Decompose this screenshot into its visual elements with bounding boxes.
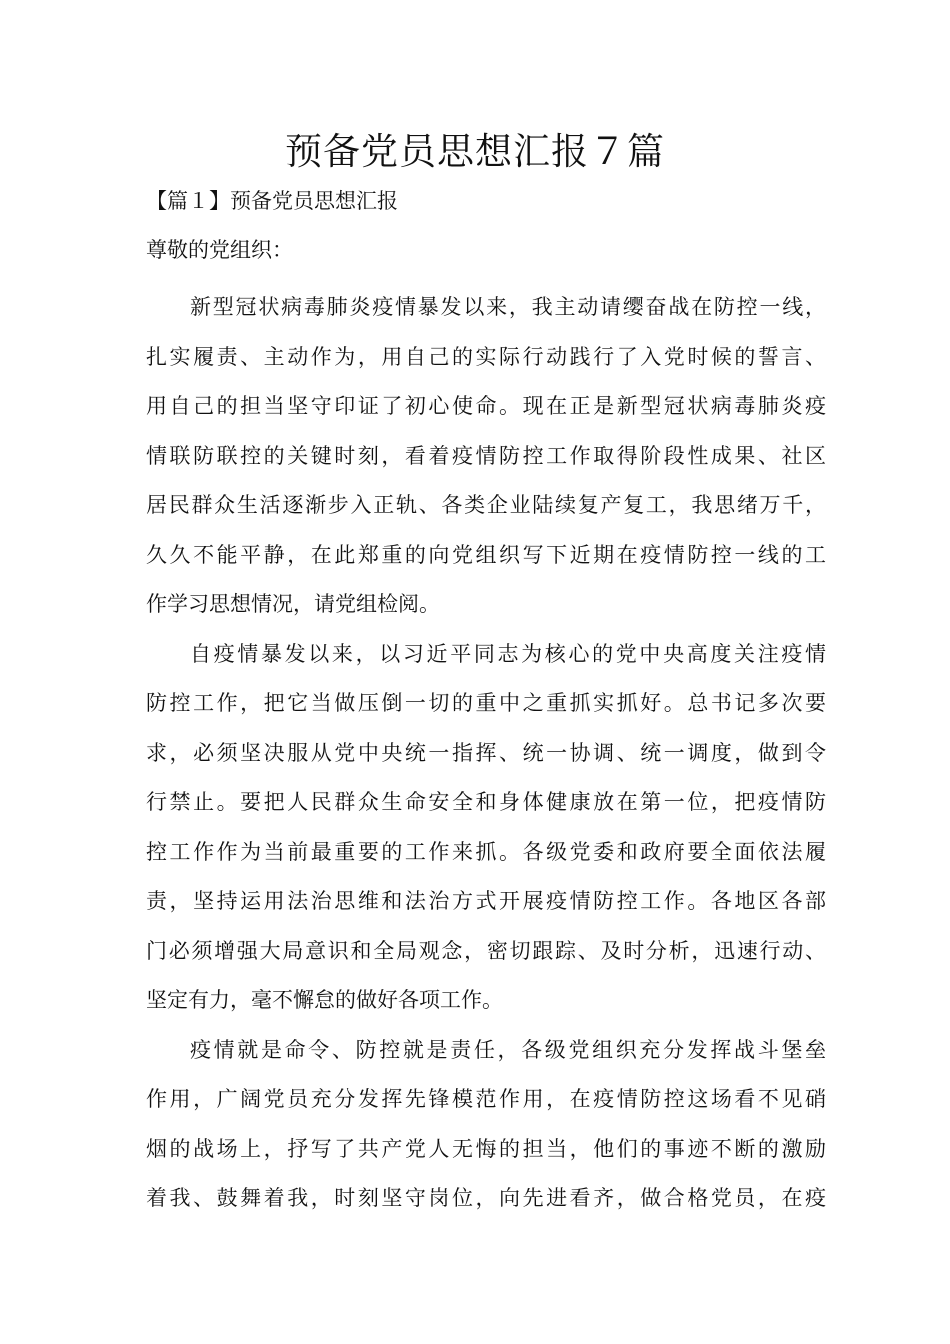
text-line: 作用，广阔党员充分发挥先锋模范作用，在疫情防控这场看不见硝 [146, 1087, 826, 1111]
text-line: 责，坚持运用法治思维和法治方式开展疫情防控工作。各地区各部 [146, 889, 826, 913]
salutation: 尊敬的党组织： [146, 238, 293, 262]
section-heading: 【篇１】预备党员思想汇报 [146, 189, 398, 213]
text-line: 求，必须坚决服从党中央统一指挥、统一协调、统一调度，做到令 [146, 740, 826, 765]
document-title: 预备党员思想汇报７篇 [285, 130, 665, 173]
text-line: 自疫情暴发以来，以习近平同志为核心的党中央高度关注疫情 [190, 641, 826, 666]
paragraph-3 [146, 1026, 826, 1224]
text-line: 坚定有力，毫不懈怠的做好各项工作。 [146, 988, 503, 1012]
text-line: 居民群众生活逐渐步入正轨、各类企业陆续复产复工，我思绪万千， [146, 493, 826, 517]
text-line: 防控工作，把它当做压倒一切的重中之重抓实抓好。总书记多次要 [146, 691, 826, 715]
text-line: 情联防联控的关键时刻，看着疫情防控工作取得阶段性成果、社区 [146, 443, 826, 468]
text-line: 行禁止。要把人民群众生命安全和身体健康放在第一位，把疫情防 [146, 790, 826, 814]
text-line: 扎实履责、主动作为，用自己的实际行动践行了入党时候的誓言、 [146, 344, 826, 369]
text-line: 疫情就是命令、防控就是责任，各级党组织充分发挥战斗堡垒 [190, 1037, 826, 1062]
document-body [146, 283, 826, 1224]
text-line: 新型冠状病毒肺炎疫情暴发以来，我主动请缨奋战在防控一线， [190, 295, 826, 319]
text-line: 作学习思想情况，请党组检阅。 [146, 592, 440, 616]
text-line: 门必须增强大局意识和全局观念，密切跟踪、及时分析，迅速行动、 [146, 938, 826, 963]
text-line: 控工作作为当前最重要的工作来抓。各级党委和政府要全面依法履 [146, 839, 826, 864]
text-line: 用自己的担当坚守印证了初心使命。现在正是新型冠状病毒肺炎疫 [146, 394, 826, 418]
paragraph-2 [146, 630, 826, 1026]
text-line: 烟的战场上，抒写了共产党人无悔的担当，他们的事迹不断的激励 [146, 1136, 826, 1161]
paragraph-1 [146, 283, 826, 630]
text-line: 久久不能平静，在此郑重的向党组织写下近期在疫情防控一线的工 [146, 542, 826, 567]
text-line: 着我、鼓舞着我，时刻坚守岗位，向先进看齐，做合格党员，在疫 [146, 1186, 826, 1210]
